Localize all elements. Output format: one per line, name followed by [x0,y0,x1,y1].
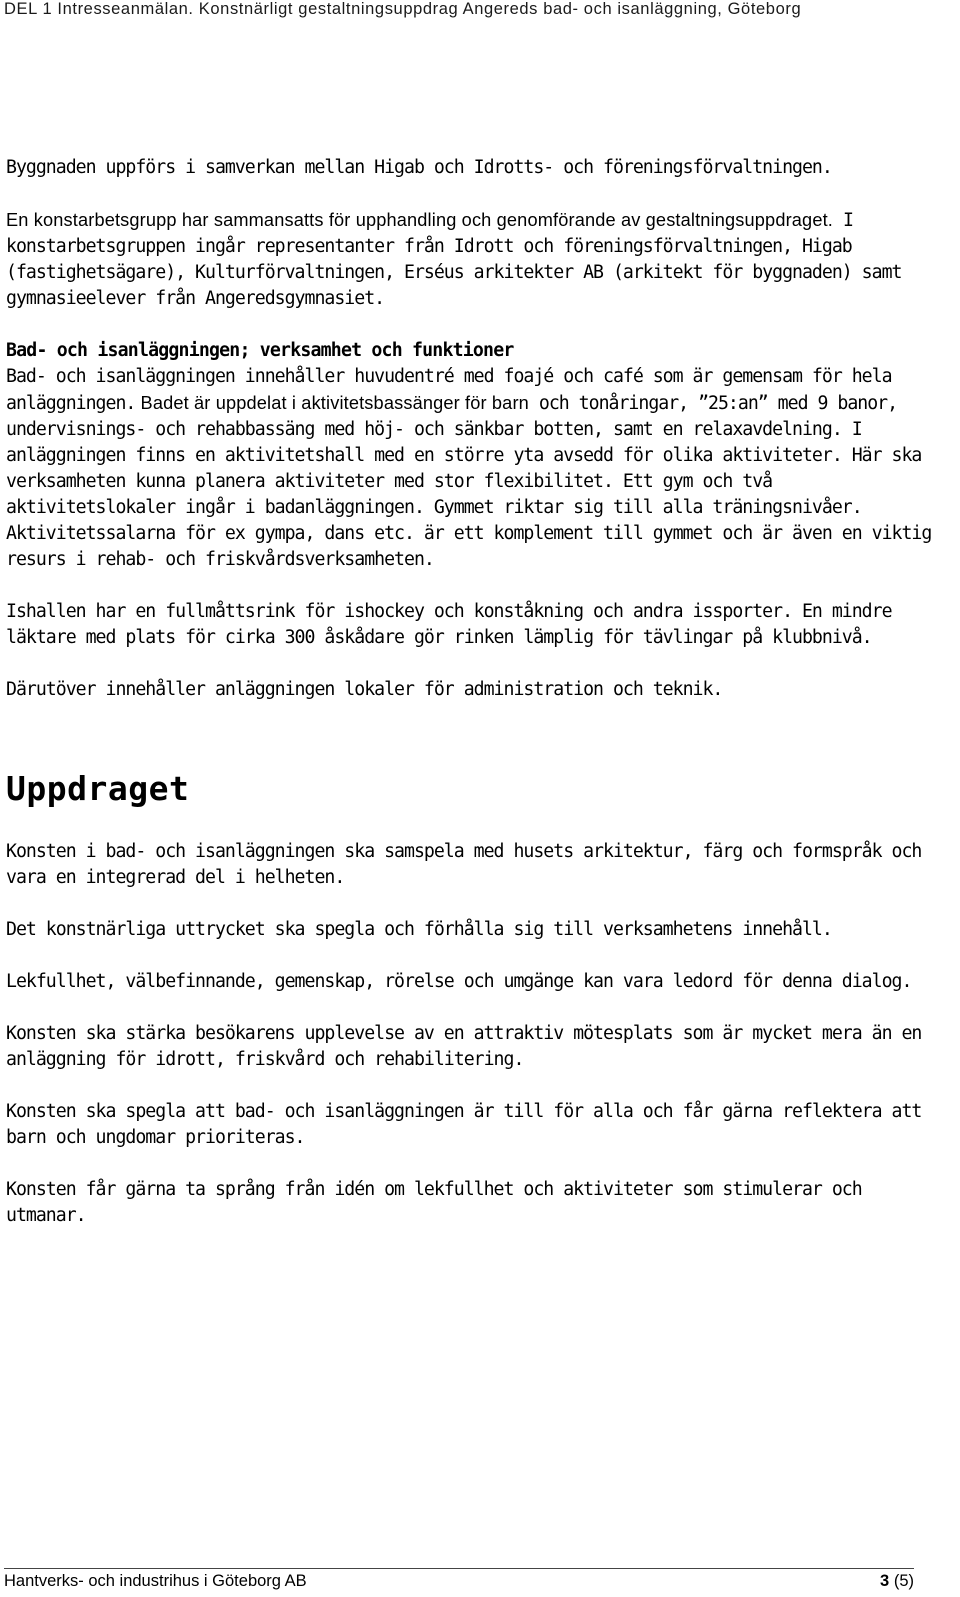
header-title: DEL 1 Intresseanmälan. Konstnärligt gestaltningsuppdrag Angereds bad- och isanläggning, Göteborg [4,0,802,18]
page-header [4,0,954,19]
intro-paragraph-2a: En konstarbetsgrupp har sammansatts för upphandling och genomförande av gestaltningsuppdraget. [6,210,833,230]
verksamhet-paragraph-2: Ishallen har en fullmåttsrink för ishockey och konståkning och andra issporter. En mindre läktare med plats för cirka 300 åskådare gör rinken lämplig för tävlingar på klubbnivå. [6,601,892,648]
uppdraget-paragraph-4: Konsten ska stärka besökarens upplevelse av en attraktiv mötesplats som är mycket mera än en anläggning för idrott, friskvård och rehabilitering. [6,1023,922,1070]
uppdraget-paragraph-3: Lekfullhet, välbefinnande, gemenskap, rörelse och umgänge kan vara ledord för denna dialog. [6,971,912,992]
intro-paragraph-2 [6,207,951,312]
verksamhet-paragraph-1c: och tonåringar, ”25:an” med 9 banor, undervisnings- och rehabbassäng med höj- och sänkbar botten, samt en relaxavdelning. I anläggningen finns en aktivitetshall med en större yta avsedd för olika aktiviteter. Här ska verksamheten kunna planera aktiviteter med stor flexibilitet. Ett gym och två aktivitetslokaler ingår i badanläggningen. Gymmet riktar sig till alla träningsnivåer. Aktivitetssalarna för ex gympa, dans etc. är ett komplement till gymmet och är även en viktig resurs i rehab- och friskvårdsverksamheten. [6,393,932,570]
document-body [6,155,951,1255]
intro-paragraph-2b: I konstarbetsgruppen ingår representanter från Idrott och föreningsförvaltningen, Higab (fastighetsägare), Kulturförvaltningen, Erséus arkitekter AB (arkitekt för byggnaden) samt gymnasieelever från Angeredsgymnasiet. [6,210,902,309]
footer-page-indicator [880,1572,914,1591]
uppdraget-paragraph-2: Det konstnärliga uttrycket ska spegla och förhålla sig till verksamhetens innehåll. [6,919,832,940]
footer-company: Hantverks- och industrihus i Göteborg AB [4,1572,307,1590]
verksamhet-paragraph-1 [6,364,951,573]
uppdraget-paragraph-5: Konsten ska spegla att bad- och isanläggningen är till för alla och får gärna reflektera att barn och ungdomar prioriteras. [6,1101,922,1148]
footer-divider [4,1568,914,1569]
intro-paragraph-1: Byggnaden uppförs i samverkan mellan Higab och Idrotts- och föreningsförvaltningen. [6,157,832,178]
footer-page-number: 3 [880,1572,890,1590]
page-footer [4,1572,914,1594]
footer-page-total: (5) [893,1572,914,1590]
verksamhet-paragraph-3: Därutöver innehåller anläggningen lokaler för administration och teknik. [6,679,723,700]
section-heading-uppdraget: Uppdraget [6,769,190,808]
uppdraget-paragraph-6: Konsten får gärna ta språng från idén om lekfullhet och aktiviteter som stimulerar och utmanar. [6,1179,862,1226]
section-heading-verksamhet: Bad- och isanläggningen; verksamhet och funktioner [6,340,514,361]
verksamhet-paragraph-1a: Bad- och isanläggningen innehåller huvudentré med foajé och café som är gemensam för hela anläggningen. [6,366,892,414]
verksamhet-paragraph-1b: Badet är uppdelat i aktivitetsbassänger för barn [135,393,529,413]
uppdraget-paragraph-1: Konsten i bad- och isanläggningen ska samspela med husets arkitektur, färg och formspråk och vara en integrerad del i helheten. [6,841,922,888]
